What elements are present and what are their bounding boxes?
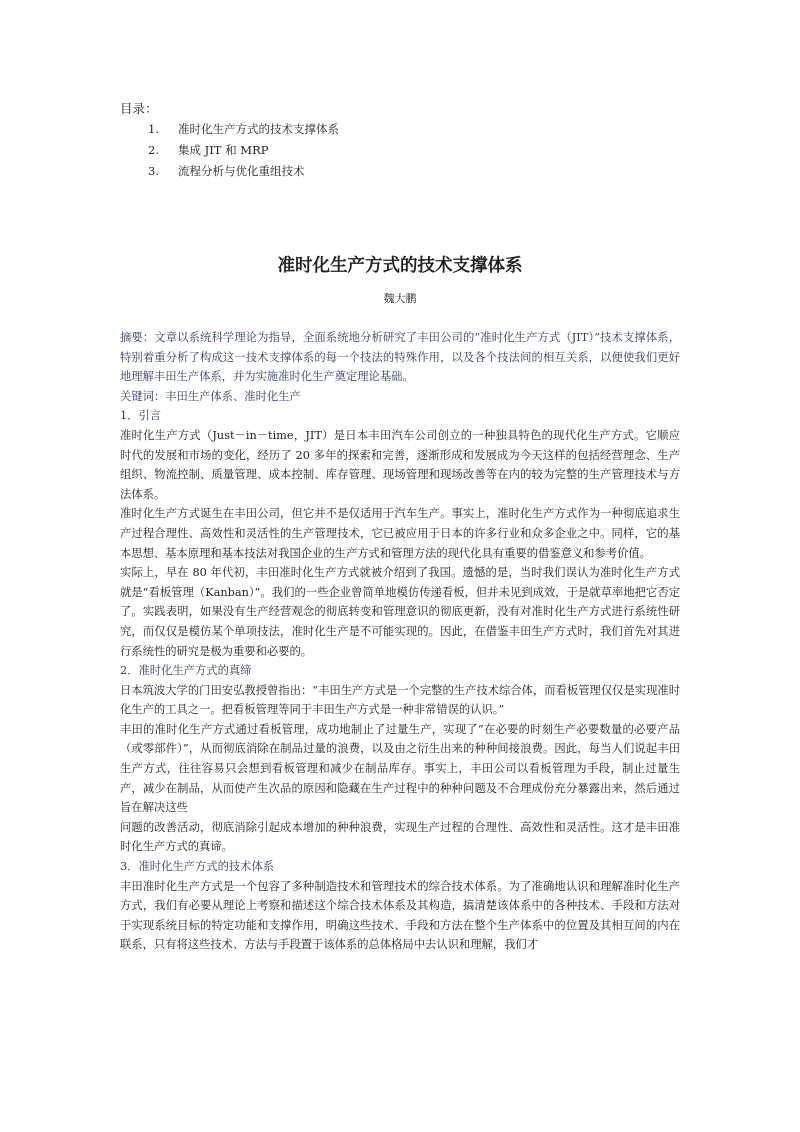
body-paragraph: 准时化生产方式（Just－in－time，JIT）是日本丰田汽车公司创立的一种独具特色的现代化生产方式。它顺应时代的发展和市场的变化，经历了 20 多年的探索和完善，逐渐形成和发展成为今天这样的包括经营理念、生产组织、物流控制、质量管理、成本控制、库存管理、现场管理和现场改善等在内的较为完整的生产管理技术与方法体系。: [120, 428, 680, 501]
body-paragraph: 实际上，早在 80 年代初，丰田准时化生产方式就被介绍到了我国。遗憾的是，当时我们误认为准时化生产方式就是“看板管理（Kanban）”。我们的一些企业曾简单地模仿传递看板，但并未见到成效，于是就草率地把它否定了。实践表明，如果没有生产经营观念的彻底转变和管理意识的彻底更新，没有对准时化生产方式进行系统性研究，而仅仅是模仿某个单项技法，准时化生产是不可能实现的。因此，在借鉴丰田生产方式时，我们首先对其进行系统性的研究是极为重要和必要的。: [120, 566, 680, 658]
body-paragraph: 准时化生产方式诞生在丰田公司，但它并不是仅适用于汽车生产。事实上，准时化生产方式作为一种彻底追求生产过程合理性、高效性和灵活性的生产管理技术，它已被应用于日本的许多行业和众多企业之中。同样，它的基本思想、基本原理和基本技法对我国企业的生产方式和管理方法的现代化具有重要的借鉴意义和参考价值。: [120, 507, 680, 560]
toc-item-number: 1.: [148, 122, 159, 136]
table-of-contents: [120, 98, 680, 182]
toc-item[interactable]: [148, 119, 680, 140]
body-paragraph: 丰田准时化生产方式是一个包容了多种制造技术和管理技术的综合技术体系。为了准确地认识和理解准时化生产方式，我们有必要从理论上考察和描述这个综合技术体系及其构造，搞清楚该体系中的各种技术、手段和方法对于实现系统目标的特定功能和支撑作用，明确这些技术、手段和方法在整个生产体系中的位置及其相互间的内在联系，只有将这些技术、方法与手段置于该体系的总体格局中去认识和理解，我们才: [120, 879, 680, 952]
article-title: 准时化生产方式的技术支撑体系: [277, 256, 523, 276]
toc-item-number: 2.: [148, 143, 159, 157]
section-heading-introduction: 1．引言: [120, 409, 162, 423]
section-heading-essence: 2．准时化生产方式的真缔: [120, 664, 252, 678]
toc-item-label[interactable]: 集成 JIT 和 MRP: [178, 143, 269, 157]
toc-item[interactable]: [148, 161, 680, 182]
article-author: 魏大鹏: [383, 292, 417, 305]
body-paragraph: 问题的改善活动，彻底消除引起成本增加的种种浪费，实现生产过程的合理性、高效性和灵活性。这才是丰田准时化生产方式的真谛。: [120, 820, 680, 854]
toc-item-number: 3.: [148, 164, 159, 178]
toc-title: 目录：: [120, 101, 158, 116]
abstract-paragraph: 摘要：文章以系统科学理论为指导，全面系统地分析研究了丰田公司的“准时化生产方式（JIT）”技术支撑体系，特别着重分析了构成这一技术支撑体系的每一个技法的特殊作用，以及各个技法间的相互关系，以便使我们更好地理解丰田生产体系，并为实施准时化生产奠定理论基础。: [120, 331, 680, 384]
keywords-line: 关键词：丰田生产体系、准时化生产: [120, 389, 301, 403]
body-paragraph: 日本筑波大学的门田安弘教授曾指出：“丰田生产方式是一个完整的生产技术综合体，而看板管理仅仅是实现准时化生产的工具之一。把看板管理等同于丰田生产方式是一种非常错误的认识。”: [120, 683, 680, 717]
toc-item-label[interactable]: 准时化生产方式的技术支撑体系: [178, 122, 339, 136]
body-paragraph: 丰田的准时化生产方式通过看板管理，成功地制止了过量生产，实现了“在必要的时刻生产必要数量的必要产品（或零部件）”，从而彻底消除在制品过量的浪费，以及由之衍生出来的种种间接浪费。因此，每当人们说起丰田生产方式，往往容易只会想到看板管理和减少在制品库存。事实上，丰田公司以看板管理为手段，制止过量生产，减少在制品，从而使产生次品的原因和隐藏在生产过程中的种种问题及不合理成份充分暴露出来，然后通过旨在解决这些: [120, 722, 680, 815]
toc-item[interactable]: [148, 140, 680, 161]
section-heading-technical-system: 3．准时化生产方式的技术体系: [120, 860, 275, 874]
toc-item-label[interactable]: 流程分析与优化重组技术: [178, 164, 305, 178]
toc-list: [120, 119, 680, 182]
article-body: [120, 328, 680, 955]
